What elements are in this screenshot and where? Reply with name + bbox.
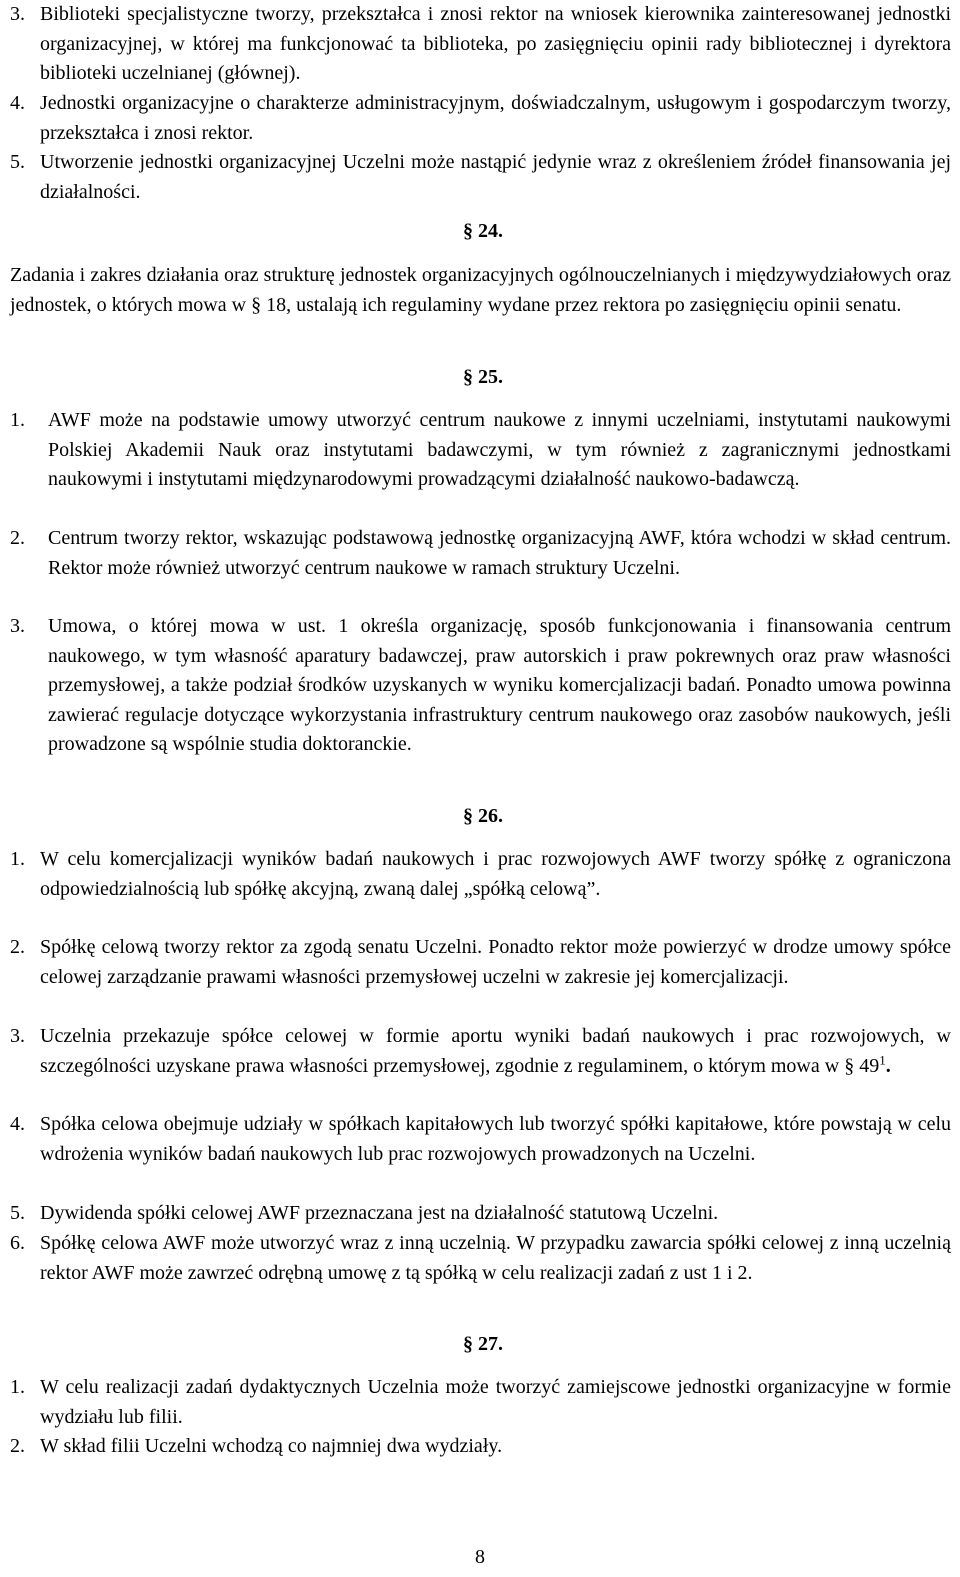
section-heading: § 26. bbox=[463, 805, 503, 827]
section-paragraph: Zadania i zakres działania oraz strukturę jednostek organizacyjnych ogólnouczelnianych i międzywydziałowych oraz jednostek, o których mowa w § 18, ustalają ich regulaminy wydane przez rektora po zasięgnięciu opinii senatu. bbox=[10, 264, 951, 316]
list-item bbox=[10, 1110, 951, 1169]
list-item bbox=[10, 1229, 951, 1288]
list-item bbox=[10, 612, 951, 760]
item-number: 1. bbox=[10, 1376, 25, 1398]
list-item bbox=[10, 845, 951, 904]
item-number: 3. bbox=[10, 3, 25, 25]
list-item bbox=[10, 1432, 951, 1462]
item-text: Spółka celowa obejmuje udziały w spółkach kapitałowych lub tworzyć spółki kapitałowe, które powstają w celu wdrożenia wyników badań naukowych lub prac rozwojowych prowadzonych na Uczelni. bbox=[40, 1113, 951, 1165]
item-text-main: Uczelnia przekazuje spółce celowej w formie aportu wyniki badań naukowych i prac rozwojowych, w szczególności uzyskane prawa własności przemysłowej, zgodnie z regulaminem, o którym mowa w § 49 bbox=[40, 1025, 951, 1077]
item-number: 4. bbox=[10, 1113, 25, 1135]
list-item bbox=[10, 406, 951, 495]
item-text: Biblioteki specjalistyczne tworzy, przekształca i znosi rektor na wniosek kierownika zainteresowanej jednostki organizacyjnej, w której ma funkcjonować ta biblioteka, po zasięgnięciu opinii rady bibliotecznej i dyrektora biblioteki uczelnianej (głównej). bbox=[40, 3, 951, 84]
section-heading: § 24. bbox=[463, 220, 503, 242]
item-text bbox=[40, 1022, 951, 1081]
list-item bbox=[10, 933, 951, 992]
item-text: Utworzenie jednostki organizacyjnej Uczelni może nastąpić jedynie wraz z określeniem źródeł finansowania jej działalności. bbox=[40, 151, 951, 203]
item-text: Umowa, o której mowa w ust. 1 określa organizację, sposób funkcjonowania i finansowania centrum naukowego, w tym własność aparatury badawczej, praw autorskich i praw pokrewnych oraz praw własności przemysłowej, a także podział środków uzyskanych w wyniku komercjalizacji badań. Ponadto umowa powinna zawierać regulacje dotyczące wykorzystania infrastruktury centrum naukowego oraz zasobów naukowych, jeśli prowadzone są wspólnie studia doktoranckie. bbox=[48, 615, 951, 755]
item-number: 2. bbox=[10, 1435, 25, 1457]
item-number: 2. bbox=[10, 527, 25, 549]
item-number: 3. bbox=[10, 1025, 25, 1047]
item-number: 5. bbox=[10, 1202, 25, 1224]
section-heading: § 25. bbox=[463, 366, 503, 388]
superscript: 1 bbox=[879, 1051, 886, 1067]
item-number: 5. bbox=[10, 151, 25, 173]
item-text-tail: . bbox=[885, 1054, 891, 1077]
item-text: W celu realizacji zadań dydaktycznych Uczelnia może tworzyć zamiejscowe jednostki organizacyjne w formie wydziału lub filii. bbox=[40, 1376, 951, 1428]
list-item bbox=[10, 0, 951, 89]
list-item bbox=[10, 1373, 951, 1432]
list-item bbox=[10, 148, 951, 207]
item-number: 2. bbox=[10, 936, 25, 958]
section-heading: § 27. bbox=[463, 1333, 503, 1355]
item-text: Jednostki organizacyjne o charakterze administracyjnym, doświadczalnym, usługowym i gospodarczym tworzy, przekształca i znosi rektor. bbox=[40, 92, 951, 144]
item-number: 6. bbox=[10, 1232, 25, 1254]
list-item bbox=[10, 89, 951, 148]
item-text: Spółkę celowa AWF może utworzyć wraz z inną uczelnią. W przypadku zawarcia spółki celowej z inną uczelnią rektor AWF może zawrzeć odrębną umowę z tą spółką w celu realizacji zadań z ust 1 i 2. bbox=[40, 1232, 951, 1284]
item-text: Spółkę celową tworzy rektor za zgodą senatu Uczelni. Ponadto rektor może powierzyć w drodze umowy spółce celowej zarządzanie prawami własności przemysłowej uczelni w zakresie jej komercjalizacji. bbox=[40, 936, 951, 988]
item-text: W skład filii Uczelni wchodzą co najmniej dwa wydziały. bbox=[40, 1435, 503, 1457]
list-item bbox=[10, 1022, 951, 1081]
item-text: W celu komercjalizacji wyników badań naukowych i prac rozwojowych AWF tworzy spółkę z ograniczona odpowiedzialnością lub spółkę akcyjną, zwaną dalej „spółką celową”. bbox=[40, 848, 951, 900]
item-number: 3. bbox=[10, 615, 25, 637]
item-text: Dywidenda spółki celowej AWF przeznaczana jest na działalność statutową Uczelni. bbox=[40, 1202, 719, 1224]
list-item bbox=[10, 524, 951, 583]
item-number: 4. bbox=[10, 92, 25, 114]
item-text: Centrum tworzy rektor, wskazując podstawową jednostkę organizacyjną AWF, która wchodzi w skład centrum. Rektor może również utworzyć centrum naukowe w ramach struktury Uczelni. bbox=[48, 527, 951, 579]
item-number: 1. bbox=[10, 409, 25, 431]
list-item bbox=[10, 1199, 951, 1229]
item-number: 1. bbox=[10, 848, 25, 870]
page-number: 8 bbox=[475, 1546, 485, 1568]
item-text: AWF może na podstawie umowy utworzyć centrum naukowe z innymi uczelniami, instytutami naukowymi Polskiej Akademii Nauk oraz instytutami badawczymi, w tym również z zagranicznymi jednostkami naukowymi i instytutami międzynarodowymi prowadzącymi działalność naukowo-badawczą. bbox=[48, 409, 951, 490]
